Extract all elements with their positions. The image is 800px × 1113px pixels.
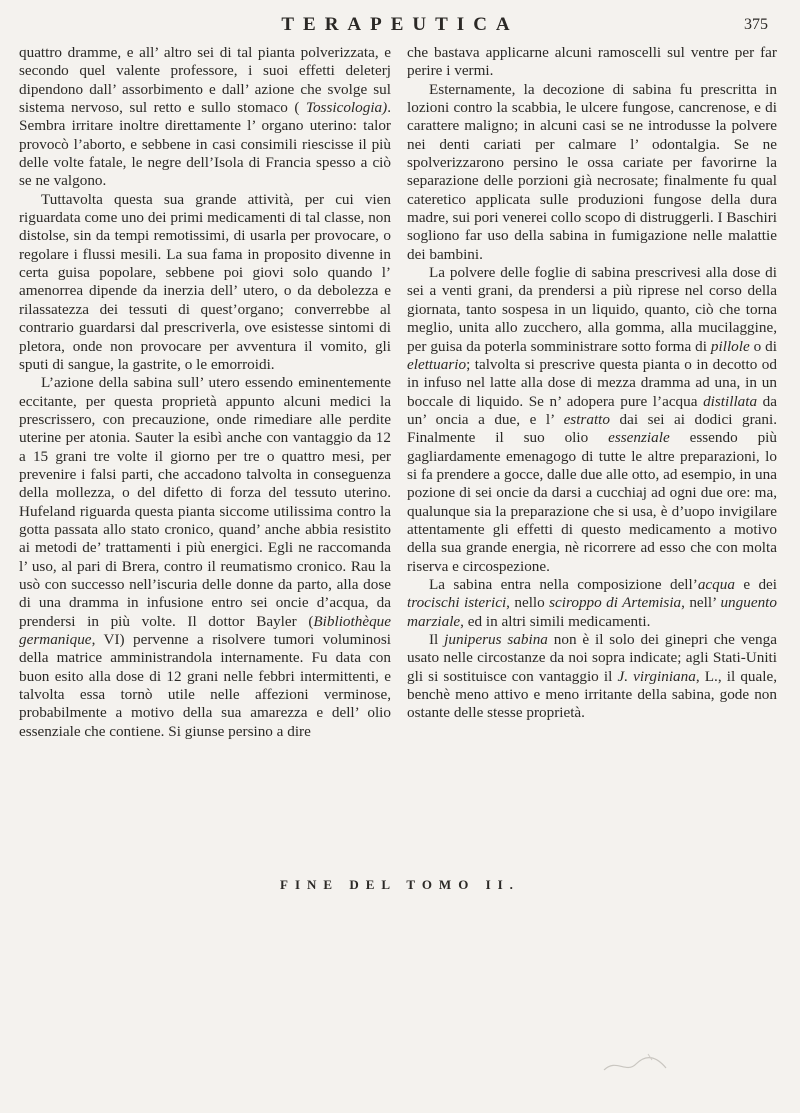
text-run: essendo più gagliardamente emenagogo di tutte le altre preparazioni, lo si fa prendere a gocce, dalle due alle otto, ad esempio, in una pozione di sei oncie da darsi a cucchiaj ad ogni due ore: ma, qualunque sia la preparazione che si usa, è d’uopo invigilare attentamente gli effetti di questo medicamento a motivo della sua grande energia, nè ricorrere ad esso che con molta riserva e circospezione. <box>407 429 777 575</box>
italic-term: distillata <box>703 392 758 410</box>
text-run: , ed in altri simili medicamenti. <box>460 612 651 630</box>
text-run: , L., il quale, benchè meno attivo e meno irritante della sabina, gode non ostante delle stesse proprietà. <box>407 667 778 722</box>
italic-term: Tossicologia) <box>305 99 388 117</box>
text-run: , nello <box>506 594 550 612</box>
text-run: che bastava applicarne alcuni ramoscelli sul ventre per far perire i vermi. <box>407 44 777 80</box>
paragraph <box>407 81 777 264</box>
text-run: da un’ oncia a due, e l’ <box>407 392 777 428</box>
text-run: Esternamente, la decozione di sabina fu prescritta in lozioni contro la scabbia, le ulcere fungose, cancrenose, e di carattere maligno; in alcuni casi se ne introdusse la polvere nei denti cariati per calmare l’ odontalgia. Se ne spolverizzarono persino le ossa cariate per favorirne la separazione delle porzioni già necrosate; finalmente fu qual cateretico applicata sulle produzioni fungose della dura madre, sui pori venerei collo scopo di distruggerli. I Baschiri sogliono far uso della sabina in fumigazione nelle malattie dei bambini. <box>407 80 777 263</box>
running-head <box>0 14 800 40</box>
text-run: ; talvolta si prescrive questa pianta o in decotto od in infuso nel latte alla dose di mezza dramma ad una, in un boccale di liquido. Se n’ adopera pure l’acqua <box>407 355 777 410</box>
italic-term: acqua <box>697 575 735 593</box>
paragraph <box>407 576 777 631</box>
text-run: Tuttavolta questa sua grande attività, per cui vien riguardata come uno dei primi medicamenti di tal classe, non distolse, sin da tempi remotissimi, di usarla per provocare, o regolare i flussi mesili. La sua fama in proposito divenne in certa guisa popolare, sebbene poi giovi solo quando l’ amenorrea dipende da inerzia dell’ utero, o da debolezza e rilassatezza dei tessuti di quest’organo; converrebbe al contrario guardarsi dal prescriverla, ove esistesse sintomi di pletora, onde non provocare per avventura il vomito, gli sputi di sangue, la gastrite, o le emorroidi. <box>19 190 391 373</box>
paragraph <box>407 631 777 723</box>
italic-term: sciroppo di Artemisia <box>549 594 682 612</box>
text-run: non è il solo dei ginepri che venga usato nelle circostanze da noi sopra indicate; agli Stati-Uniti gli si sostituisce con vantaggio il <box>407 631 777 685</box>
text-run: La sabina entra nella composizione dell’ <box>429 575 698 593</box>
paragraph <box>407 44 777 81</box>
italic-term: J. virginiana <box>617 667 696 685</box>
text-run: o di <box>749 337 777 355</box>
right-text-column <box>407 44 777 723</box>
running-title: TERAPEUTICA <box>281 14 519 35</box>
italic-term: estratto <box>563 410 610 428</box>
paper-stain-mark <box>596 1048 686 1078</box>
text-run: L’azione della sabina sull’ utero essendo eminentemente eccitante, per questa proprietà appunto alcuni medici la prescrissero, con precauzione, onde rimediare alle perdite uterine per atonia. Sauter la esibì anche con vantaggio da 12 a 15 grani tre volte il giorno per tre o quattro mesi, per prevenire i falsi parti, che accadono talvolta in conseguenza della mollezza, o del difetto di forza del tessuto uterino. Hufeland riguarda questa pianta siccome utilissima contro la gotta passata allo stato cronico, quand’ anche abbia resistito ai metodi de’ trattamenti i più energici. Egli ne raccomanda l’ uso, al pari di Brera, contro il reumatismo cronico. Rau la usò con successo nell’iscuria delle donne da parto, alla dose di una dramma in infusione entro sei oncie d’acqua, da prendersi in più volte. Il dottor Bayler ( <box>19 374 391 630</box>
left-text-column <box>19 44 391 741</box>
italic-term: Bibliothèque germanique <box>19 612 391 648</box>
paragraph <box>19 191 391 374</box>
end-of-volume-mark: FINE DEL TOMO II. <box>280 877 520 892</box>
paragraph <box>19 44 391 191</box>
italic-term: unguento marziale <box>407 594 777 630</box>
italic-term: pillole <box>710 337 750 355</box>
paragraph <box>407 264 777 576</box>
paragraph <box>19 374 391 741</box>
italic-term: elettuario <box>407 355 467 373</box>
page-number: 375 <box>744 16 768 33</box>
italic-term: trocischi isterici <box>407 594 507 612</box>
text-run: dai sei ai dodici grani. Finalmente il suo olio <box>407 410 777 447</box>
text-run: Il <box>429 631 445 648</box>
text-run: quattro dramme, e all’ altro sei di tal pianta polverizzata, e secondo quel valente professore, i suoi effetti deleterj dipendono dall’ assorbimento e dall’ azione che svolge sul sistema nervoso, sul retto e sullo stomaco ( <box>19 44 391 117</box>
italic-term: essenziale <box>608 429 670 447</box>
text-run: . Sembra irritare inoltre direttamente l’ organo uterino: talor provocò l’aborto, e sebbene in casi consimili riescisse il più delle volte fatale, le negre dell’Isola di Francia spesso a ciò se ne valgono. <box>19 99 391 190</box>
italic-term: juniperus sabina <box>444 631 548 648</box>
text-run: , VI) pervenne a risolvere tumori voluminosi della matrice amministrandola internamente. Fu data con buon esito alla dose di 12 grani nelle febbri intermittenti, e talvolta essa tornò utile nelle affezioni verminose, probabilmente a motivo della sua amarezza e dell’ olio essenziale che contiene. Si giunse persino a dire <box>19 631 391 740</box>
text-run: , nell’ <box>681 594 721 612</box>
text-run: e dei <box>734 575 778 593</box>
text-run: La polvere delle foglie di sabina prescrivesi alla dose di sei a venti grani, da prendersi a più riprese nel corso della giornata, tanto sospesa in un liquido, quanto, ciò che torna meglio, unita allo zucchero, alla gomma, alla mucilaggine, per guisa da poterla somministrare sotto forma di <box>407 264 777 355</box>
